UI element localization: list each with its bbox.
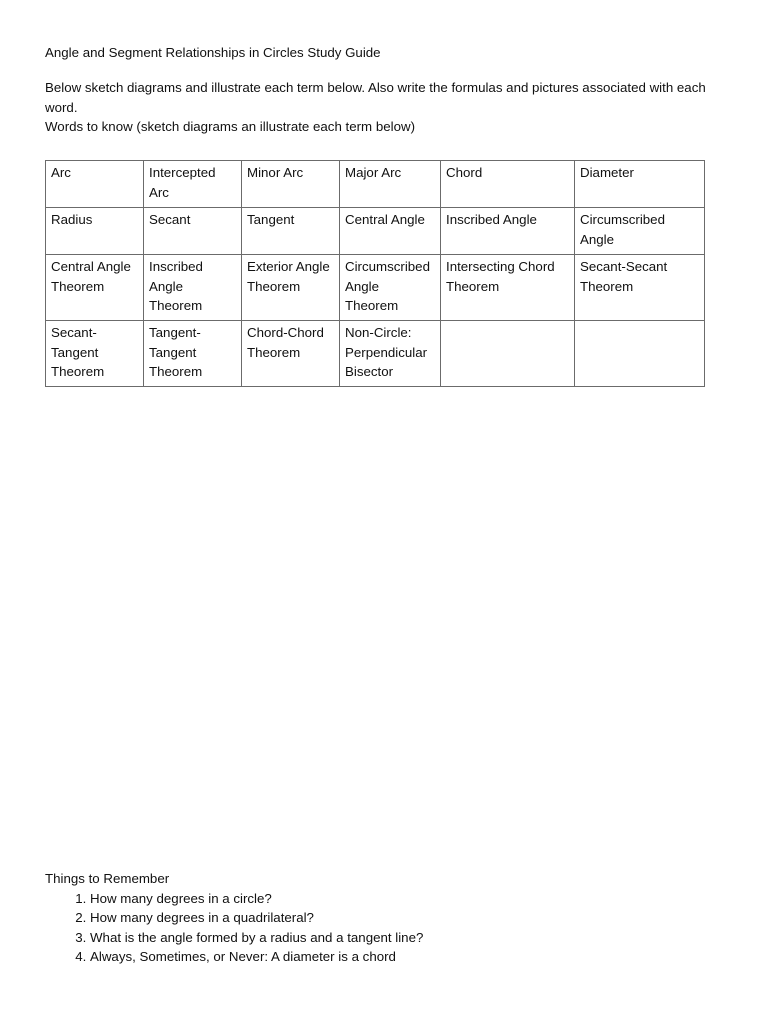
term-cell: Circumscribed Angle Theorem	[340, 255, 441, 321]
things-to-remember	[45, 869, 725, 967]
remember-heading: Things to Remember	[45, 871, 170, 886]
words-to-know-label: Words to know (sketch diagrams an illustrate each term below)	[45, 119, 416, 134]
list-item: 4. Always, Sometimes, or Never: A diameter is a chord	[90, 947, 725, 967]
term-cell: Circumscribed Angle	[575, 208, 705, 255]
term-cell: Inscribed Angle	[441, 208, 575, 255]
term-cell: Chord	[441, 161, 575, 208]
empty-cell	[575, 321, 705, 387]
term-cell: Secant-Secant Theorem	[575, 255, 705, 321]
term-cell: Central Angle	[340, 208, 441, 255]
empty-cell	[441, 321, 575, 387]
term-cell: Central Angle Theorem	[46, 255, 144, 321]
term-cell: Secant- Tangent Theorem	[46, 321, 144, 387]
term-cell: Secant	[144, 208, 242, 255]
table-row	[46, 321, 705, 387]
list-item: 1. How many degrees in a circle?	[90, 889, 725, 909]
term-cell: Tangent	[242, 208, 340, 255]
term-cell: Radius	[46, 208, 144, 255]
term-cell: Arc	[46, 161, 144, 208]
term-cell: Non-Circle: Perpendicular Bisector	[340, 321, 441, 387]
table-row	[46, 161, 705, 208]
table-row	[46, 208, 705, 255]
term-cell: Chord-Chord Theorem	[242, 321, 340, 387]
table-row	[46, 255, 705, 321]
list-item: 2. How many degrees in a quadrilateral?	[90, 908, 725, 928]
term-cell: Inscribed Angle Theorem	[144, 255, 242, 321]
page-title: Angle and Segment Relationships in Circles Study Guide	[45, 45, 381, 60]
term-cell: Major Arc	[340, 161, 441, 208]
instructions-text: Below sketch diagrams and illustrate each term below. Also write the formulas and pictures associated with each word.	[45, 80, 706, 115]
term-cell: Minor Arc	[242, 161, 340, 208]
term-cell: Diameter	[575, 161, 705, 208]
term-cell: Intersecting Chord Theorem	[441, 255, 575, 321]
term-cell: Tangent- Tangent Theorem	[144, 321, 242, 387]
term-cell: Intercepted Arc	[144, 161, 242, 208]
instructions	[45, 78, 715, 137]
remember-list	[45, 889, 725, 967]
term-cell: Exterior Angle Theorem	[242, 255, 340, 321]
terms-table	[45, 160, 705, 387]
list-item: 3. What is the angle formed by a radius and a tangent line?	[90, 928, 725, 948]
